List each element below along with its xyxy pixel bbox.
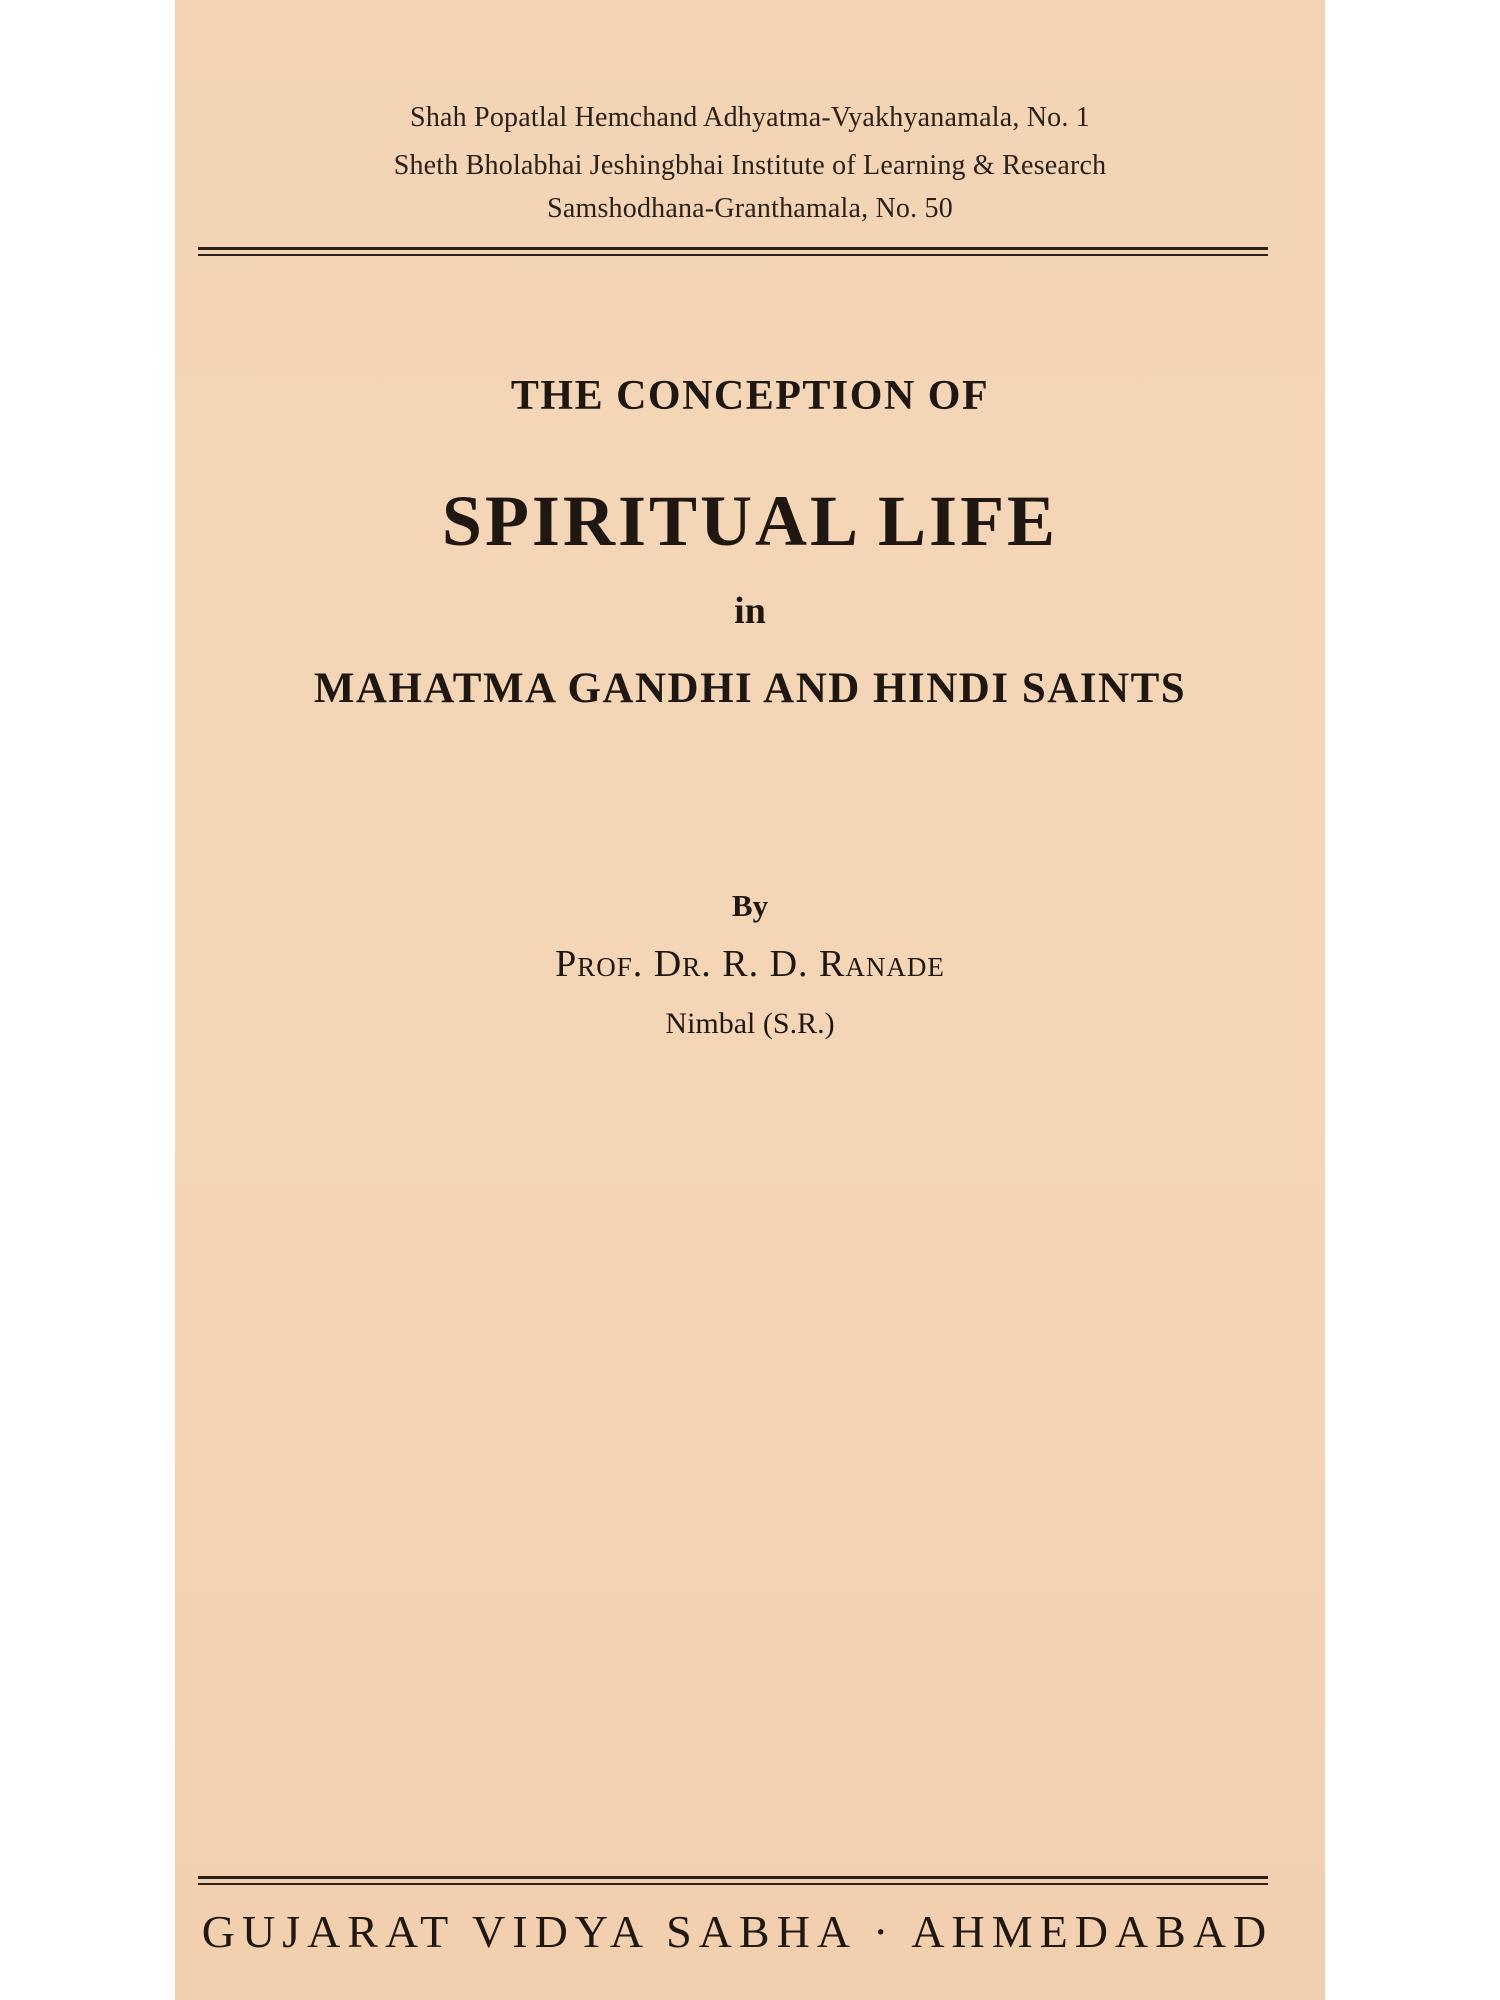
series-line-2: Sheth Bholabhai Jeshingbhai Institute of Learning & Research (393, 150, 1107, 181)
author-name: Prof. Dr. R. D. Ranade (555, 943, 945, 985)
by-label: By (731, 888, 769, 923)
title-connector: in (734, 590, 766, 632)
publisher-imprint: GUJARAT VIDYA SABHA · AHMEDABAD (201, 1906, 1274, 1957)
title-page (175, 0, 1325, 2000)
series-line-3: Samshodhana-Granthamala, No. 50 (547, 193, 953, 224)
subtitle: MAHATMA GANDHI AND HINDI SAINTS (313, 665, 1187, 712)
author-place: Nimbal (S.R.) (665, 1007, 835, 1040)
top-double-rule (198, 247, 1268, 256)
title-prefix: THE CONCEPTION OF (510, 373, 990, 419)
main-title: SPIRITUAL LIFE (441, 481, 1059, 561)
bottom-double-rule (198, 1876, 1268, 1885)
series-line-1: Shah Popatlal Hemchand Adhyatma-Vyakhyanamala, No. 1 (410, 102, 1090, 133)
